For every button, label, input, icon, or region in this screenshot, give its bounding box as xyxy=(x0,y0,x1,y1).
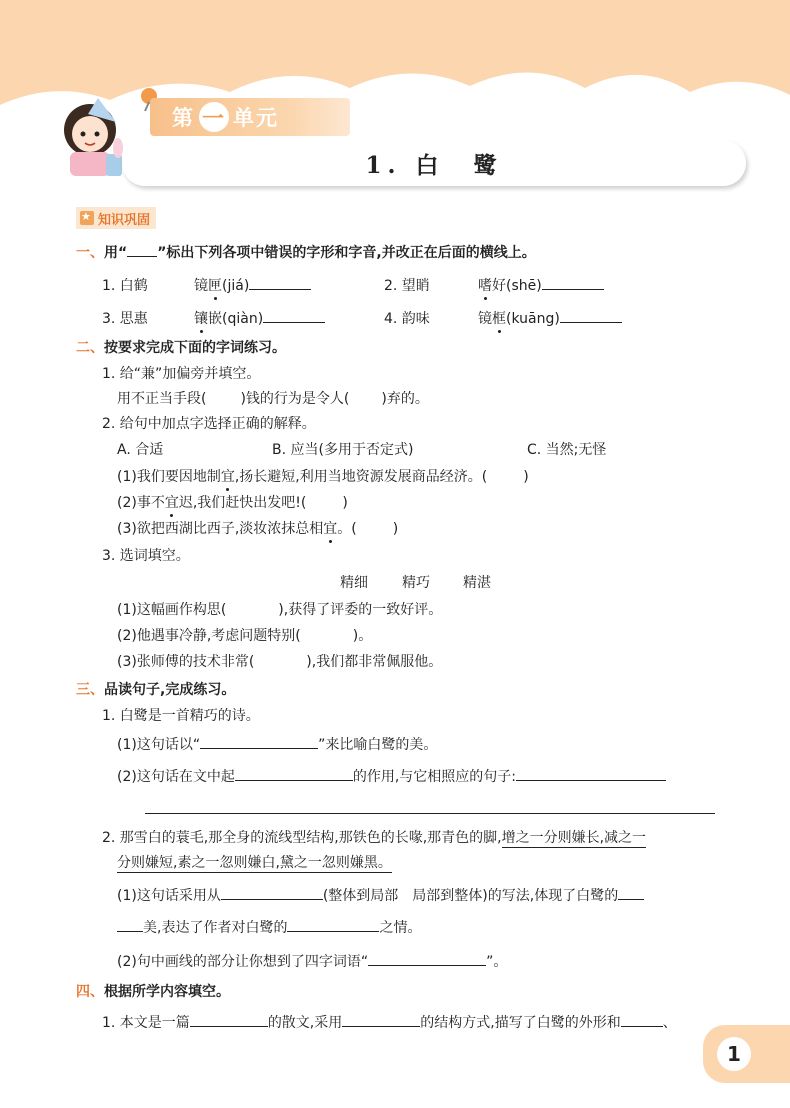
dotted-char: 宜 xyxy=(164,495,179,511)
word-post: 嵌(qiàn) xyxy=(208,311,264,327)
q2-title: 按要求完成下面的字词练习。 xyxy=(104,340,286,356)
answer-line[interactable] xyxy=(560,309,622,323)
unit-badge xyxy=(150,98,350,136)
text: )。 xyxy=(352,628,373,644)
answer-line[interactable] xyxy=(200,735,318,749)
q2-option-b: B. 应当(多用于否定式) xyxy=(272,442,414,458)
section-tag xyxy=(76,207,156,229)
q2-heading xyxy=(76,338,286,358)
text: (1)这句话以“ xyxy=(117,737,201,753)
word-dot: 嗜 xyxy=(478,278,492,294)
q1-item-label: 4. 韵味 xyxy=(384,311,430,327)
answer-line[interactable] xyxy=(516,767,666,781)
text: 迟,我们赶快出发吧!( xyxy=(178,495,307,511)
text: ”来比喻白鹭的美。 xyxy=(318,737,438,753)
q1-mark-blank xyxy=(127,243,157,257)
text: (2)事不 xyxy=(117,495,165,511)
q3-number: 三、 xyxy=(76,682,104,698)
q2-sub2: 2. 给句中加点字选择正确的解释。 xyxy=(102,416,316,432)
q1-item-2 xyxy=(384,276,430,296)
q3-sub1-item2 xyxy=(117,767,666,787)
answer-line[interactable] xyxy=(190,1013,268,1027)
text: 用不正当手段( xyxy=(117,391,207,407)
answer-line[interactable] xyxy=(342,1013,420,1027)
text: )弃的。 xyxy=(381,391,429,407)
page-number-tab xyxy=(703,1025,790,1083)
q2-option-c: C. 当然;无怪 xyxy=(527,442,607,458)
dotted-char: 宜 xyxy=(220,469,235,485)
word-choice-3: 精湛 xyxy=(463,575,491,591)
text: (1)我们要因地制 xyxy=(117,469,221,485)
q2-sub3-item2 xyxy=(117,626,372,646)
text: 2. 那雪白的蓑毛,那全身的流线型结构,那铁色的长喙,那青色的脚, xyxy=(102,830,502,846)
text: 。( xyxy=(337,521,357,537)
word-pre: 镜 xyxy=(478,311,492,327)
q2-sub3: 3. 选词填空。 xyxy=(102,548,190,564)
q1-item-3-word xyxy=(194,309,325,329)
lesson-title: 1. 白 鹭 xyxy=(122,140,746,186)
q1-item-4-word xyxy=(478,309,622,329)
underlined-text: 增之一分则嫌长,减之一 xyxy=(501,830,647,846)
answer-line[interactable] xyxy=(221,886,323,900)
word-post: (kuāng) xyxy=(506,311,560,327)
unit-number: 一 xyxy=(199,102,229,132)
q2-sub2-item3 xyxy=(117,519,398,539)
text: 1. 本文是一篇 xyxy=(102,1015,190,1031)
word-dot: 匣 xyxy=(208,278,222,294)
text: ) xyxy=(523,469,529,485)
underlined-text: 分则嫌短,素之一忽则嫌白,黛之一忽则嫌黑。 xyxy=(117,855,392,871)
answer-line-full[interactable] xyxy=(145,813,715,814)
q3-heading xyxy=(76,680,235,700)
word-post: (jiá) xyxy=(222,278,250,294)
word-pre: 镜 xyxy=(194,278,208,294)
answer-line[interactable] xyxy=(621,1013,663,1027)
text: 的结构方式,描写了白鹭的外形和 xyxy=(420,1015,621,1031)
page-number: 1 xyxy=(717,1037,751,1071)
answer-line[interactable] xyxy=(117,918,143,932)
text: 的作用,与它相照应的句子: xyxy=(352,769,517,785)
text: (3)欲把西湖比西子,淡妆浓抹总相 xyxy=(117,521,324,537)
q1-item-1 xyxy=(102,276,148,296)
q2-sub1: 1. 给“兼”加偏旁并填空。 xyxy=(102,366,261,382)
text: ),获得了评委的一致好评。 xyxy=(278,602,443,618)
text: (2)他遇事冷静,考虑问题特别( xyxy=(117,628,301,644)
answer-line[interactable] xyxy=(287,918,379,932)
q4-title: 根据所学内容填空。 xyxy=(104,984,230,1000)
answer-line[interactable] xyxy=(368,952,486,966)
q4-heading xyxy=(76,982,230,1002)
q1-item-label: 2. 望睄 xyxy=(384,278,430,294)
text: (2)句中画线的部分让你想到了四字词语“ xyxy=(117,954,369,970)
q1-heading xyxy=(76,243,536,263)
q1-number: 一、 xyxy=(76,245,104,261)
q3-sub2-line1 xyxy=(102,828,646,848)
text: 美,表达了作者对白鹭的 xyxy=(143,920,288,936)
word-choice-2: 精巧 xyxy=(402,575,430,591)
answer-line[interactable] xyxy=(618,886,644,900)
answer-line[interactable] xyxy=(542,276,604,290)
text: 之情。 xyxy=(379,920,422,936)
text: (3)张师傅的技术非常( xyxy=(117,654,255,670)
q3-sub2-item1-cont xyxy=(117,918,421,938)
text: ),我们都非常佩服他。 xyxy=(306,654,443,670)
q1-item-1-word xyxy=(194,276,311,296)
q2-number: 二、 xyxy=(76,340,104,356)
star-icon xyxy=(80,211,94,225)
unit-suffix: 单元 xyxy=(233,106,279,130)
text: 、 xyxy=(662,1015,677,1031)
q1-text-a: 用“ xyxy=(104,245,128,261)
q1-item-label: 1. 白鹤 xyxy=(102,278,148,294)
text: ) xyxy=(392,521,399,537)
q4-sub1 xyxy=(102,1013,677,1033)
unit-prefix: 第 xyxy=(172,106,195,130)
q3-sub2-item2 xyxy=(117,952,507,972)
q2-sub3-item3 xyxy=(117,652,442,672)
text: ) xyxy=(342,495,348,511)
word-dot: 框 xyxy=(492,311,506,327)
q1-item-2-word xyxy=(478,276,604,296)
q3-sub1-item1 xyxy=(117,735,437,755)
word-choice-1: 精细 xyxy=(340,575,368,591)
text: (整体到局部 局部到整体)的写法,体现了白鹭的 xyxy=(322,888,619,904)
q2-sub3-item1 xyxy=(117,600,442,620)
q4-number: 四、 xyxy=(76,984,104,1000)
word-post: 好(shē) xyxy=(492,278,542,294)
text: ”。 xyxy=(486,954,508,970)
q3-sub2-line2 xyxy=(117,853,392,873)
text: 的散文,采用 xyxy=(267,1015,343,1031)
q3-sub2-item1 xyxy=(117,886,644,906)
text: )钱的行为是令人( xyxy=(240,391,350,407)
answer-line[interactable] xyxy=(263,309,325,323)
q1-text-b: ”标出下列各项中错误的字形和字音,并改正在后面的横线上。 xyxy=(157,245,536,261)
q3-sub1: 1. 白鹭是一首精巧的诗。 xyxy=(102,708,260,724)
q1-item-4 xyxy=(384,309,430,329)
dotted-char: 宜 xyxy=(323,521,338,537)
q1-item-3 xyxy=(102,309,148,329)
answer-line[interactable] xyxy=(249,276,311,290)
q2-sub2-item1 xyxy=(117,467,529,487)
q3-title: 品读句子,完成练习。 xyxy=(104,682,236,698)
answer-line[interactable] xyxy=(235,767,353,781)
section-label: 知识巩固 xyxy=(98,212,151,228)
text: (2)这句话在文中起 xyxy=(117,769,235,785)
q2-sub2-item2 xyxy=(117,493,348,513)
text: (1)这幅画作构思( xyxy=(117,602,227,618)
q2-option-a: A. 合适 xyxy=(117,442,164,458)
q2-sub1-line xyxy=(117,389,429,409)
word-dot: 镶 xyxy=(194,311,208,327)
text: (1)这句话采用从 xyxy=(117,888,221,904)
q1-item-label: 3. 思惠 xyxy=(102,311,148,327)
text: ,扬长避短,利用当地资源发展商品经济。( xyxy=(234,469,488,485)
